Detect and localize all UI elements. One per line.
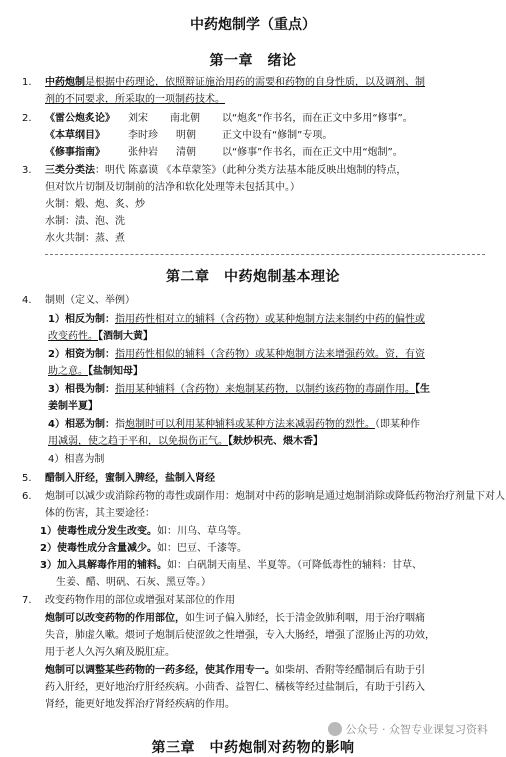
rule-text: 指用药性相对立的辅料（含药物）或某种炮制方法来制约中药的偏性或 (114, 314, 425, 325)
route-label: 2）使毒性成分含量减少。 (40, 543, 157, 554)
item-4-label: 制则（定义、举例） (45, 295, 135, 306)
rule-text: （即某种作 (374, 419, 420, 430)
rule-text: 指 (114, 419, 125, 430)
rule-4-line-1 (48, 418, 420, 431)
water-methods: 水制：渍、泡、洗 (45, 216, 125, 227)
item-7-b-line-1 (45, 664, 425, 677)
section-divider (45, 254, 485, 255)
book-dynasty: 明朝 (176, 130, 196, 141)
book-note: 正文中设有“修制”专项。 (222, 130, 333, 141)
rule-text: 炮制时可以利用某种辅料或某种方法来减弱药物的烈性。 (124, 419, 375, 430)
rule-3-line-1 (48, 383, 430, 396)
item-7-a-line-3: 用于老人久泻久痢及脱肛症。 (45, 647, 175, 658)
item-number: 6. (22, 491, 32, 502)
definition-text-2: 剂的不同要求，所采取的一项制药技术。 (45, 94, 225, 105)
effect-label: 炮制可以改变药物的作用部位， (45, 613, 185, 624)
rule-example: 【酒制大黄】 (98, 331, 153, 342)
route-example: 如：川乌、草乌等。 (156, 526, 247, 537)
rule-example: 【盐制知母】 (88, 366, 143, 377)
route-2 (40, 542, 247, 555)
rule-text: 改变药性。 (48, 331, 98, 342)
chapter-3-title: 第三章 中药炮制对药物的影响 (151, 740, 355, 756)
item-number: 7. (22, 595, 32, 606)
rule-label: 4）相恶为制： (48, 419, 115, 430)
rule-text: 用减弱，使之趋于平和，以免损伤正气。 (48, 436, 228, 447)
item-7-heading: 改变药物作用的部位或增强对某部位的作用 (45, 595, 235, 606)
effect-label: 炮制可以调整某些药物的一药多经，使其作用专一。 (45, 665, 275, 676)
item-1-line-2 (45, 93, 225, 106)
book-dynasty: 南北朝 (170, 113, 200, 124)
route-example: 如：白矾制天南星、半夏等。（可降低毒性的辅料：甘草、 (166, 560, 422, 571)
route-label: 1）使毒性成分发生改变。 (40, 526, 157, 537)
book-note: 以“炮炙”作书名，而在正文中多用“修事”。 (222, 113, 413, 124)
book-author: 李时珍 (128, 130, 158, 141)
book-title: 《雷公炮炙论》 (45, 113, 115, 124)
chapter-1-title: 第一章 绪论 (209, 53, 297, 69)
item-number: 4. (22, 295, 32, 306)
fire-methods: 火制：煅、炮、炙、炒 (45, 199, 145, 210)
rule-example: 【生 (414, 384, 430, 395)
document-title: 中药炮制学（重点） (190, 17, 316, 33)
definition-text: 是根据中药理论，依照辩证施治用药的需要和药物的自身性质，以及调剂、制 (85, 77, 425, 88)
rule-example: 【麸炒枳壳、煨木香】 (228, 436, 323, 447)
item-5-text: 醋制入肝经，蜜制入脾经，盐制入肾经 (45, 473, 215, 484)
rule-1-line-2 (48, 330, 153, 343)
route-label: 3）加入具解毒作用的辅料。 (40, 560, 167, 571)
item-3-line-1 (45, 164, 406, 177)
item-7-a-line-1 (45, 612, 425, 625)
rule-5: 4）相喜为制 (48, 454, 105, 465)
rule-4-line-2 (48, 435, 323, 448)
book-dynasty: 清朝 (176, 147, 196, 158)
item-6-line-1: 炮制可以减少或消除药物的毒性或副作用：炮制对中药的影响是通过炮制消除或降低药物治疗剂量下对人 (45, 491, 505, 502)
item-1-line-1 (45, 76, 425, 89)
item-number: 5. (22, 473, 32, 484)
term-paozhi: 中药炮制 (45, 77, 85, 88)
classification-label: 三类分类法 (45, 165, 95, 176)
rule-1-line-1 (48, 313, 425, 326)
item-7-b-line-3: 肾经，能更好地发挥治疗肾经疾病的作用。 (45, 699, 235, 710)
item-7-b-line-2: 药入肝经，更好地治疗肝经疾病。小茴香、益智仁、橘核等经过盐制后，有助于引药入 (45, 682, 425, 693)
route-example: 如：巴豆、千漆等。 (156, 543, 247, 554)
item-3-line-2: 但对饮片切制及切制前的洁净和软化处理等未包括其中。） (45, 182, 300, 193)
rule-2-line-1 (48, 348, 425, 361)
water-fire-methods: 水火共制：蒸、煮 (45, 233, 125, 244)
item-number: 3. (22, 165, 32, 176)
rule-2-line-2 (48, 365, 143, 378)
route-3-line-2: 生姜、醋、明矾、石灰、黑豆等。） (56, 577, 211, 588)
wechat-icon (328, 722, 342, 736)
item-number: 1. (22, 77, 32, 88)
classification-text: ：明代 陈嘉谟 《本草蒙筌》（此种分类方法基本能反映出炮制的特点， (95, 165, 407, 176)
book-title: 《本草纲目》 (45, 130, 105, 141)
rule-label: 2）相资为制： (48, 349, 115, 360)
book-note: 以“修事”作书名，而在正文中用“炮制”。 (222, 147, 403, 158)
watermark (328, 721, 489, 737)
route-3 (40, 559, 422, 572)
rule-text: 指用药性相似的辅料（含药物）或某种炮制方法来增强药效。资，有资 (114, 349, 425, 360)
rule-3-line-2: 姜制半夏】 (48, 401, 98, 412)
chapter-2-title: 第二章 中药炮制基本理论 (166, 269, 340, 285)
watermark-text: 公众号 · 众智专业课复习资料 (345, 723, 488, 736)
book-author: 张仲岩 (128, 147, 158, 158)
item-6-line-2: 体的伤害，其主要途径： (45, 508, 155, 519)
item-number: 2. (22, 113, 32, 124)
rule-label: 1）相反为制： (48, 314, 115, 325)
book-author: 刘宋 (128, 113, 148, 124)
rule-text: 指用某种辅料（含药物）来炮制某药物，以制约该药物的毒副作用。 (114, 384, 415, 395)
book-title: 《修事指南》 (45, 147, 105, 158)
item-7-a-line-2: 失音，肺虚久嗽。煨诃子炮制后使涩敛之性增强，专入大肠经，增强了涩肠止泻的功效， (45, 630, 435, 641)
effect-text: 如柴胡、香附等经醋制后有助于引 (275, 665, 425, 676)
rule-text: 助之意。 (48, 366, 88, 377)
rule-label: 3）相畏为制： (48, 384, 115, 395)
route-1 (40, 525, 247, 538)
effect-text: 如生诃子偏入肺经，长于清金敛肺利咽，用于治疗咽痛 (185, 613, 425, 624)
